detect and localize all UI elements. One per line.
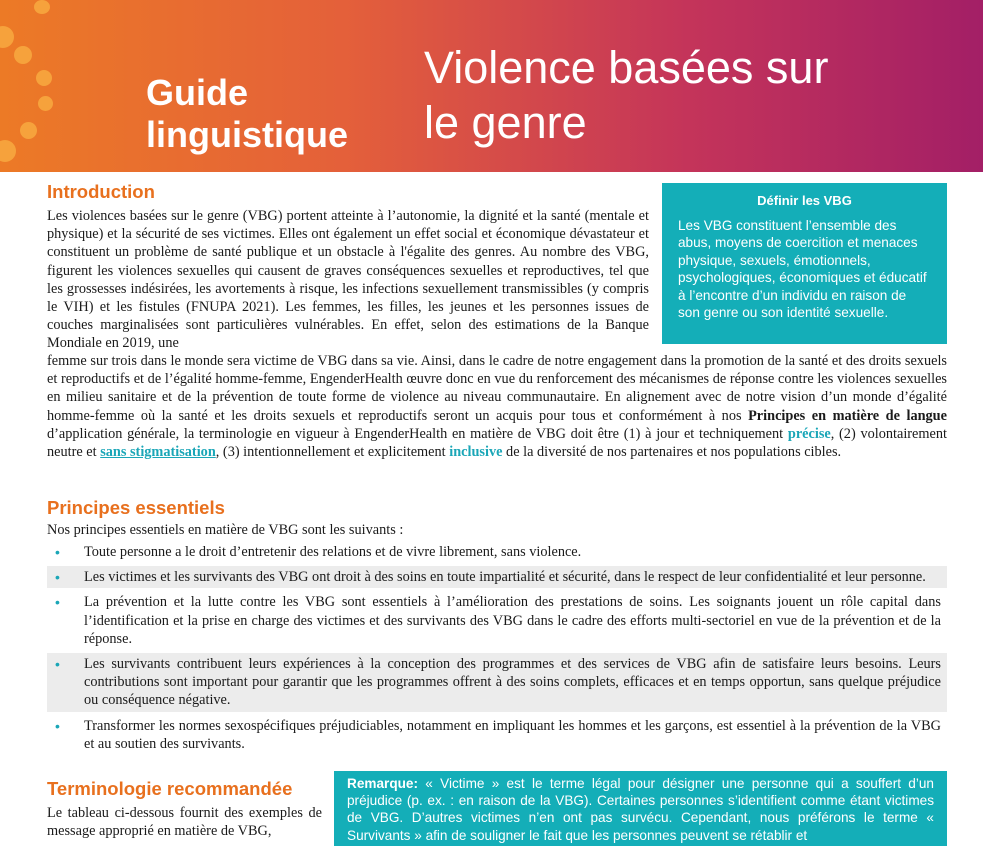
introduction-paragraph-bottom: femme sur trois dans le monde sera victime de VBG dans sa vie. Ainsi, dans le cadre de notre engagement dans la promotion de la santé et des droits sexuels et reproductifs et de l’égalité homme-femme, EngenderHealth œuvre donc en vue du renforcement des mécanismes de réponse contre les violences sexuelles en milieu sanitaire et de la prévention de toute forme de violence au niveau communautaire. En alignement avec de notre vision d’un monde d’égalité homme-femme où la santé et les droits sexuels et reproductifs seront un acquis pour tous et conformément à nos Principes en matière de langue d’application générale, la terminologie en vigueur à EngenderHealth en matière de VBG doit être (1) à jour et techniquement précise, (2) volontairement neutre et sans stigmatisation, (3) intentionnellement et explicitement inclusive de la diversité de nos partenaires et nos populations cibles. <box>47 353 947 461</box>
guide-title: Guide linguistique <box>146 72 348 155</box>
term-precise: précise <box>787 425 831 442</box>
principles-intro: Nos principes essentiels en matière de VBG sont les suivants : <box>47 522 404 538</box>
introduction-paragraph-top: Les violences basées sur le genre (VBG) portent atteinte à l’autonomie, la dignité et la santé (mentale et physique) et la sécurité de ses victimes. Elles ont également un effet social et économique dévastateur et constituent un problème de santé publique et un obstacle à l'égalite des genres. Au nombre des VBG, figurent les violences sexuelles qui causent de graves conséquences sexuelles et reproductives, tel que les grossesses indésirées, les avortements à risque, les infections sexuellement transmissibles (y compris le VIH) et les fistules (FNUPA 2021). Les femmes, les filles, les jeunes et les personnes issues de couches marginalisées sont particulières vulnérables. En effet, selon des estimations de la Banque Mondiale en 2019, une <box>47 208 649 352</box>
term-sans-stigmatisation: sans stigmatisation <box>100 444 216 461</box>
callout-title: Définir les VBG <box>757 193 852 208</box>
definition-callout <box>662 183 947 344</box>
term-inclusive: inclusive <box>449 444 503 461</box>
introduction-heading: Introduction <box>47 181 155 202</box>
terminology-text: Le tableau ci-dessous fournit des exemples de message approprié en matière de VBG, <box>47 805 322 840</box>
list-item: • Les victimes et les survivants des VBG ont droit à des soins en toute impartialité et sécurité, dans le respect de leur confidentialité et leur personne. <box>47 566 947 588</box>
principles-list <box>47 541 947 755</box>
remark-label: Remarque: <box>347 776 419 791</box>
callout-body: Les VBG constituent l’ensemble des abus, moyens de coercition et menaces physique, sexuels, émotionnels, psychologiques, économiques et éducatif à l’encontre d’un individu en raison de son genre ou son identité sexuelle. <box>678 218 927 321</box>
terminology-heading: Terminologie recommandée <box>47 778 293 799</box>
header-banner <box>0 0 983 172</box>
list-item: • Toute personne a le droit d’entretenir des relations et de vivre librement, sans violence. <box>55 544 582 560</box>
remark-callout: Remarque: « Victime » est le terme légal pour désigner une personne qui a souffert d’un préjudice (p. ex. : en raison de la VBG). Certaines personnes s’identifient comme étant victimes de VBG. D’autres victimes n’en ont pas survécu. Cependant, nous préférons le terme « Survivants » afin de souligner le fait que les personnes peuvent se rétablir et <box>334 771 947 846</box>
principles-link-text: Principes en matière de langue <box>748 407 947 424</box>
main-title: Violence basées sur le genre <box>424 42 829 148</box>
list-item: • La prévention et la lutte contre les VBG sont essentiels à l’amélioration des prestations de soins. Les soignants jouent un rôle capital dans l’identification et la prise en charge des victimes et des survivants des VBG dans le cadre des efforts multi-sectoriel en vue de la prévention et de la réponse. <box>55 594 941 647</box>
list-item: • Les survivants contribuent leurs expériences à la conception des programmes et des services de VBG afin de satisfaire leurs besoins. Leurs contributions sont important pour garantir que les programmes offrent à des soins complets, efficaces et en temps opportun, sans quelque préjudice ou conséquence négative. <box>47 653 947 712</box>
principles-heading: Principes essentiels <box>47 497 225 518</box>
list-item: • Transformer les normes sexospécifiques préjudiciables, notamment en impliquant les hommes et les garçons, est essentiel à la prévention de la VBG et au soutien des survivants. <box>55 717 941 752</box>
